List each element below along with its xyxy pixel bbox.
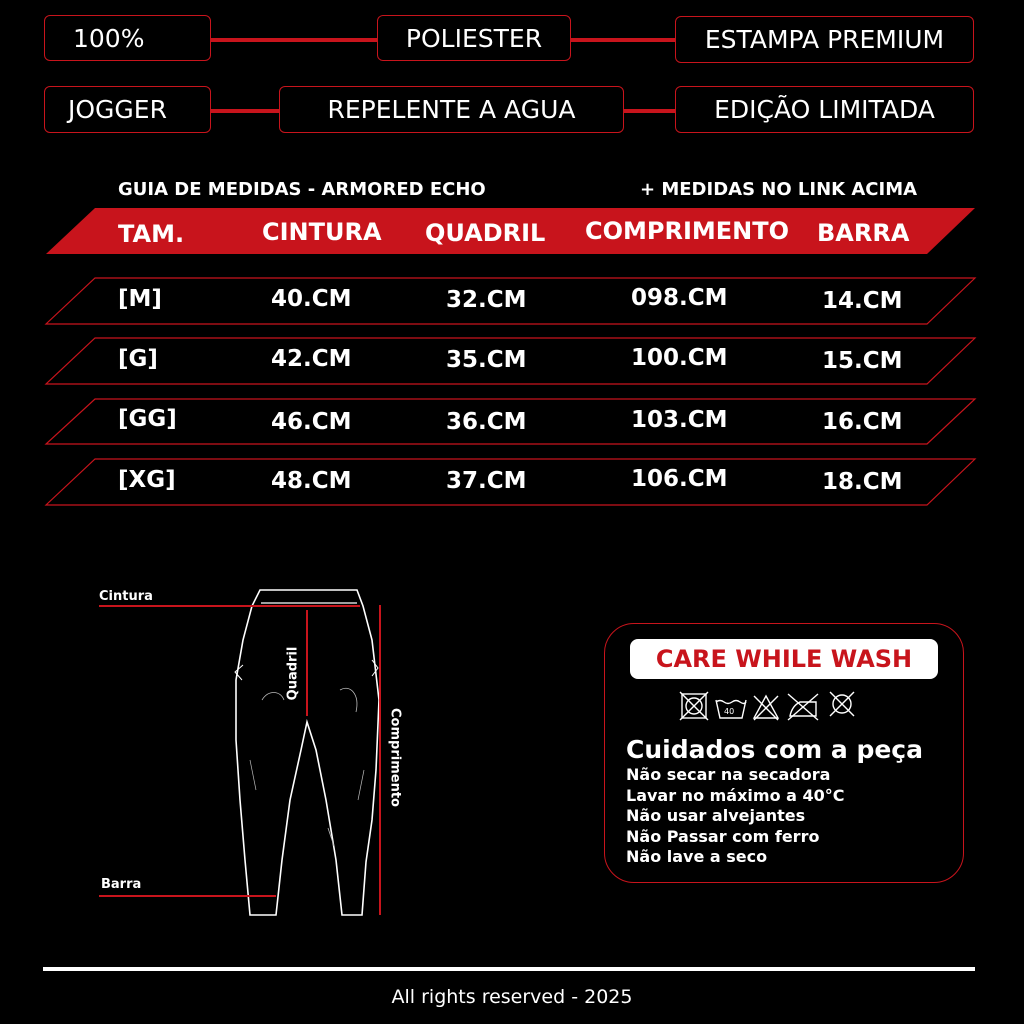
footer-divider — [43, 967, 975, 971]
waist-label: Cintura — [99, 589, 153, 604]
length-label: Comprimento — [387, 708, 403, 807]
no-dry-clean-icon — [830, 692, 854, 716]
list-item: Lavar no máximo a 40°C — [626, 785, 845, 805]
hip-cell: 32.CM — [446, 287, 527, 313]
feature-badge: REPELENTE A AGUA — [279, 86, 624, 133]
wash-40-icon — [716, 700, 746, 718]
length-cell: 106.CM — [631, 466, 728, 492]
waist-cell: 42.CM — [271, 346, 352, 372]
table-header-hip: QUADRIL — [425, 219, 546, 247]
hip-label: Quadril — [285, 646, 301, 701]
hem-cell: 14.CM — [822, 288, 903, 314]
table-header-hem: BARRA — [817, 219, 910, 247]
hip-cell: 37.CM — [446, 468, 527, 494]
no-bleach-icon — [754, 696, 778, 720]
hip-cell: 36.CM — [446, 409, 527, 435]
hem-label: Barra — [101, 877, 142, 892]
feature-badge: EDIÇÃO LIMITADA — [675, 86, 974, 133]
size-cell: [G] — [118, 346, 158, 372]
feature-badge: 100% — [44, 15, 211, 61]
list-item: Não usar alvejantes — [626, 806, 806, 825]
svg-text:40: 40 — [724, 707, 735, 716]
care-instructions — [626, 765, 845, 868]
list-item: Não Passar com ferro — [626, 826, 820, 846]
hem-cell: 16.CM — [822, 409, 903, 435]
feature-badge: ESTAMPA PREMIUM — [675, 16, 974, 63]
waist-cell: 40.CM — [271, 286, 352, 312]
size-guide-title: GUIA DE MEDIDAS - ARMORED ECHO — [118, 179, 486, 200]
hem-cell: 18.CM — [822, 469, 903, 495]
list-item: Não lave a seco — [626, 847, 768, 866]
care-heading: Cuidados com a peça — [626, 735, 923, 764]
length-cell: 098.CM — [631, 285, 728, 311]
feature-badge: POLIESTER — [377, 15, 571, 61]
size-cell: [GG] — [118, 406, 177, 432]
table-header-waist: CINTURA — [262, 218, 382, 246]
footer-text: All rights reserved - 2025 — [391, 986, 633, 1008]
care-title: CARE WHILE WASH — [630, 639, 938, 679]
hip-cell: 35.CM — [446, 347, 527, 373]
table-header-length: COMPRIMENTO — [585, 217, 790, 245]
length-cell: 100.CM — [631, 345, 728, 371]
no-iron-icon — [788, 694, 818, 720]
hem-cell: 15.CM — [822, 348, 903, 374]
length-cell: 103.CM — [631, 407, 728, 433]
list-item: Não secar na secadora — [626, 765, 831, 784]
size-cell: [M] — [118, 286, 162, 312]
feature-badge: JOGGER — [44, 86, 211, 133]
link-note: + MEDIDAS NO LINK ACIMA — [640, 179, 918, 200]
size-cell: [XG] — [118, 467, 176, 493]
waist-cell: 46.CM — [271, 409, 352, 435]
waist-cell: 48.CM — [271, 468, 352, 494]
no-tumble-dry-icon — [680, 692, 708, 720]
table-header-size: TAM. — [118, 220, 185, 248]
